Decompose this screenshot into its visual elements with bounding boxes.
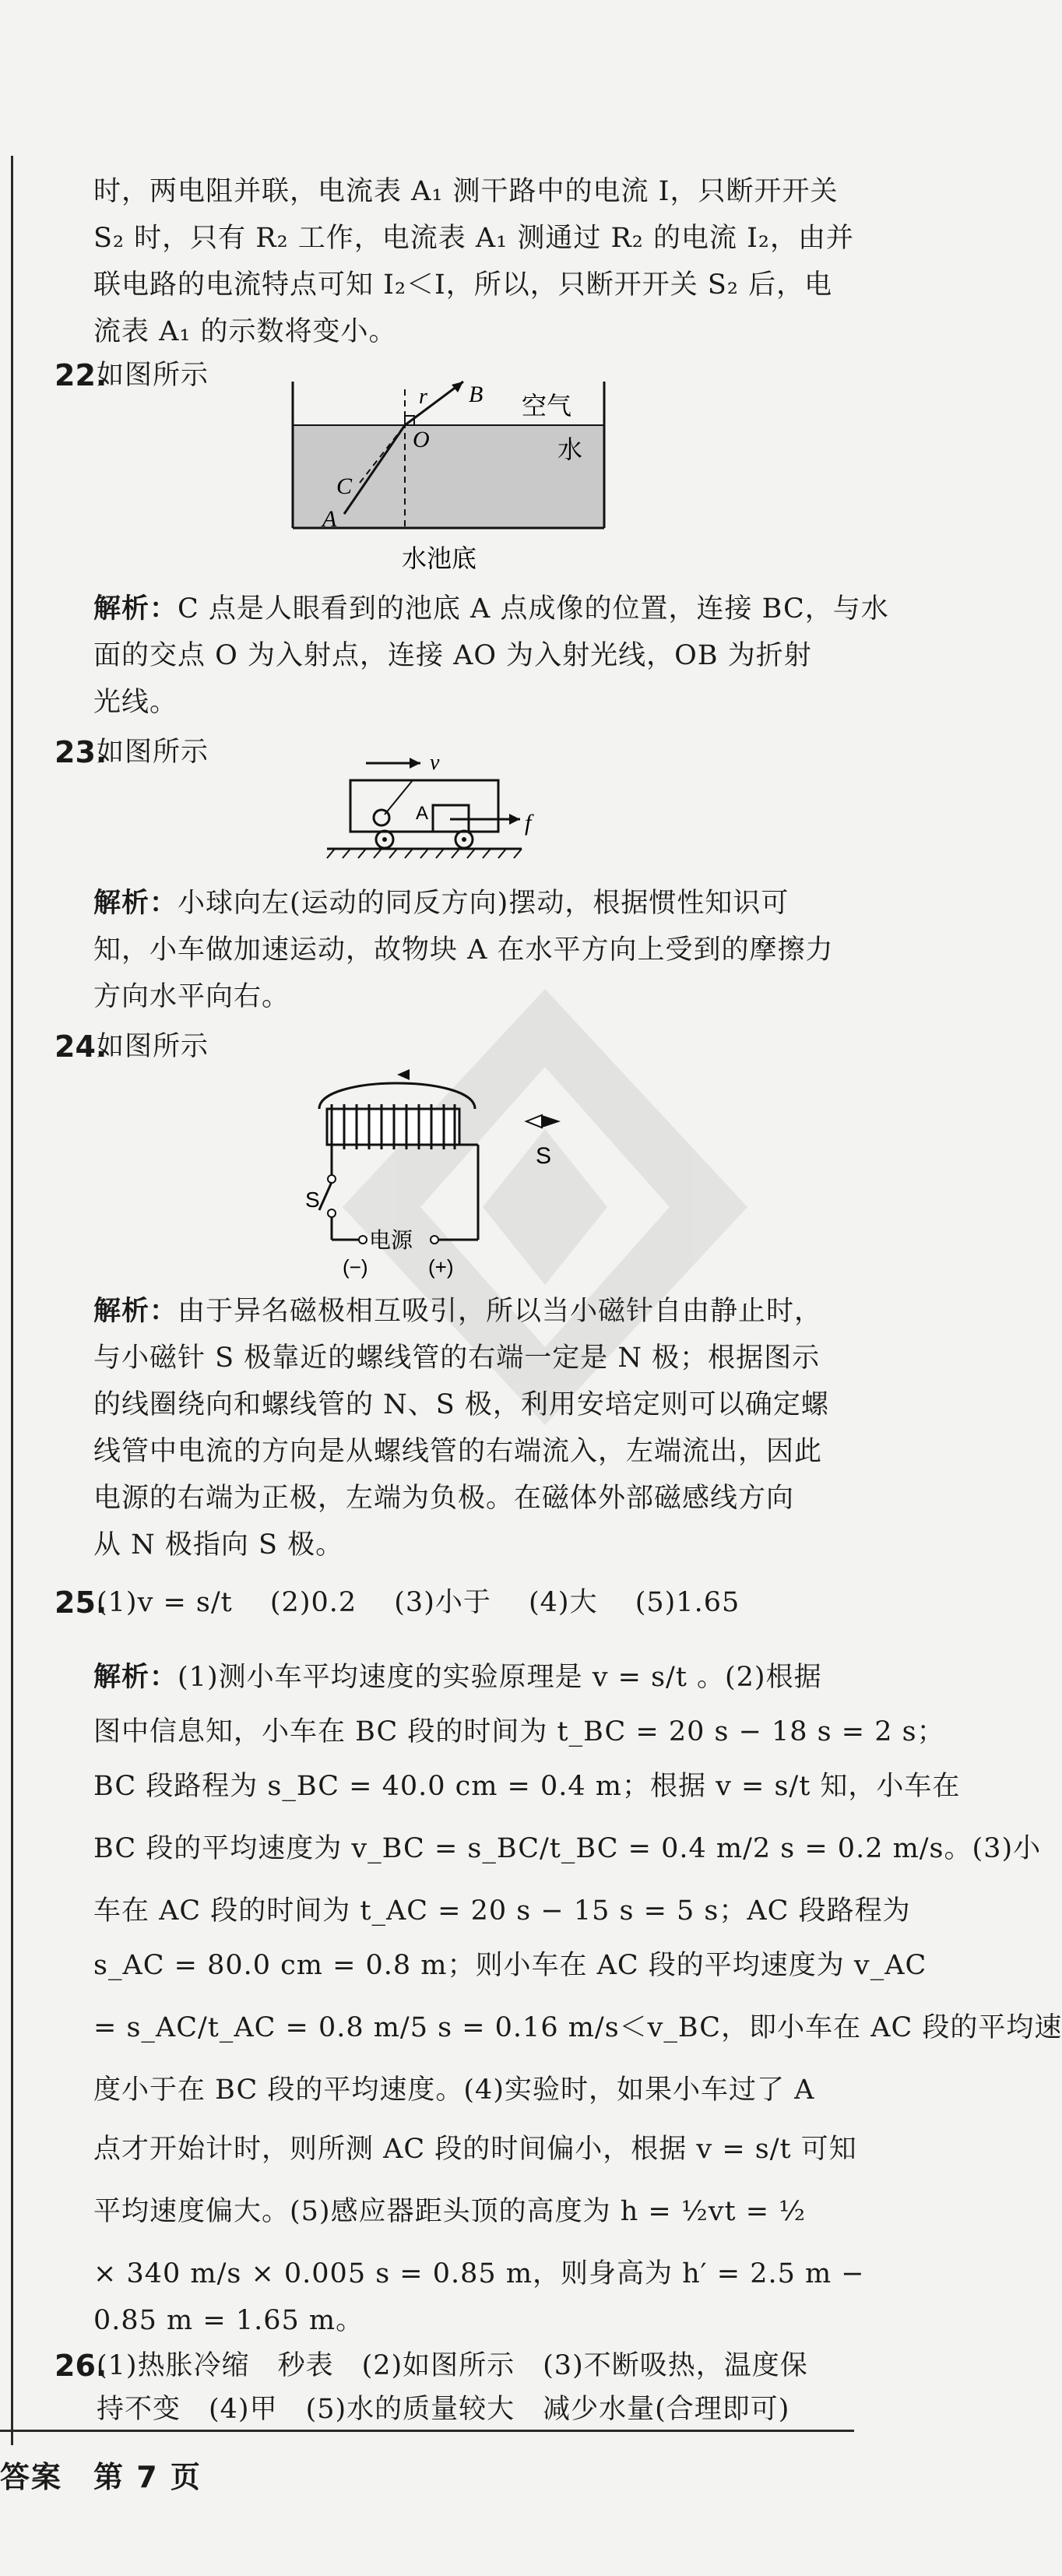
q24-label-source: 电源 <box>369 1228 413 1252</box>
q23-label-A: A <box>416 803 429 824</box>
footer-rule <box>0 2430 854 2432</box>
q22-label-r: r <box>419 385 427 409</box>
q24-analysis-text-1: 由于异名磁极相互吸引，所以当小磁针自由静止时， <box>178 1296 823 1327</box>
q25-analysis-line-8: 度小于在 BC 段的平均速度。(4)实验时，如果小车过了 A <box>93 2075 815 2106</box>
q22-analysis-line-1 <box>93 586 889 632</box>
q22-label-air: 空气 <box>522 392 572 420</box>
q21-line-4: 流表 A₁ 的示数将变小。 <box>93 316 397 347</box>
page-footer: 答案 第 7 页 <box>0 2460 202 2494</box>
q24-label-needle-s: S <box>536 1143 552 1169</box>
q26-line-1: (1)热胀冷缩 秒表 (2)如图所示 (3)不断吸热，温度保 <box>97 2350 808 2381</box>
q23-analysis-label: 解析： <box>93 888 178 919</box>
q22-label-C: C <box>336 473 353 499</box>
q24-analysis-line-2: 与小磁针 S 极靠近的螺线管的右端一定是 N 极；根据图示 <box>93 1343 821 1374</box>
q25-analysis-line-3: BC 段路程为 s_BC = 40.0 cm = 0.4 m；根据 v = s/t 知，小车在 <box>93 1771 961 1802</box>
q25-analysis-line-7: = s_AC/t_AC = 0.8 m/5 s = 0.16 m/s＜v_BC，即小车在 AC 段的平均速 <box>93 2012 1062 2043</box>
q25-answer-3: (3)小于 <box>394 1587 491 1618</box>
q22-label-bottom: 水池底 <box>402 544 477 572</box>
q22-analysis-label: 解析： <box>93 593 178 625</box>
q24-analysis-line-1 <box>93 1288 822 1335</box>
q23-analysis-line-2: 知，小车做加速运动，故物块 A 在水平方向上受到的摩擦力 <box>93 934 834 966</box>
q25-answer-1: (1)v = s/t <box>97 1587 233 1618</box>
q22-label-water: 水 <box>557 435 583 463</box>
q24-number: 24. <box>55 1029 107 1064</box>
q24-title: 如图所示 <box>97 1031 209 1062</box>
q24-analysis-line-5: 电源的右端为正极，左端为负极。在磁体外部磁感线方向 <box>93 1483 795 1514</box>
left-margin-rule <box>11 156 13 2445</box>
q22-number: 22. <box>55 358 107 392</box>
q22-title: 如图所示 <box>97 360 209 391</box>
q23-label-f: f <box>525 810 532 836</box>
q24-label-neg: (−) <box>343 1255 368 1279</box>
q24-analysis-label: 解析： <box>93 1296 178 1327</box>
q22-analysis-line-2: 面的交点 O 为入射点，连接 AO 为入射光线，OB 为折射 <box>93 640 812 671</box>
q24-label-switch-s: S <box>305 1188 320 1212</box>
q23-title: 如图所示 <box>97 737 209 768</box>
q25-analysis-line-2: 图中信息知，小车在 BC 段的时间为 t_BC = 20 s − 18 s = 2 s； <box>93 1716 945 1747</box>
q24-label-pos: (+) <box>428 1255 454 1279</box>
q22-label-O: O <box>413 427 430 452</box>
q22-refraction-figure <box>288 374 615 576</box>
q25-analysis-line-5: 车在 AC 段的时间为 t_AC = 20 s − 15 s = 5 s；AC 段路程为 <box>93 1895 911 1927</box>
q25-analysis-line-1 <box>93 1654 822 1701</box>
q24-analysis-line-4: 线管中电流的方向是从螺线管的右端流入，左端流出，因此 <box>93 1436 823 1467</box>
q25-analysis-text-1: (1)测小车平均速度的实验原理是 v = s/t 。(2)根据 <box>178 1662 822 1693</box>
q25-answer-4: (4)大 <box>529 1587 598 1618</box>
q25-number: 25. <box>55 1585 107 1620</box>
q25-analysis-line-10: 平均速度偏大。(5)感应器距头顶的高度为 h = ½vt = ½ <box>93 2196 807 2227</box>
q24-analysis-line-3: 的线圈绕向和螺线管的 N、S 极，利用安培定则可以确定螺 <box>93 1389 829 1420</box>
q21-line-2: S₂ 时，只有 R₂ 工作，电流表 A₁ 测通过 R₂ 的电流 I₂，由并 <box>93 223 854 254</box>
q22-analysis-text-1: C 点是人眼看到的池底 A 点成像的位置，连接 BC，与水 <box>178 593 889 625</box>
q25-analysis-line-12: 0.85 m = 1.65 m。 <box>93 2305 364 2336</box>
q24-solenoid-figure <box>288 1059 615 1277</box>
q23-label-v: v <box>430 751 440 775</box>
q25-analysis-line-11: × 340 m/s × 0.005 s = 0.85 m，则身高为 h′ = 2.5 m − <box>93 2258 865 2289</box>
q25-analysis-label: 解析： <box>93 1662 178 1693</box>
q25-analysis-line-9: 点才开始计时，则所测 AC 段的时间偏小，根据 v = s/t 可知 <box>93 2134 857 2165</box>
q24-analysis-line-6: 从 N 极指向 S 极。 <box>93 1529 344 1561</box>
q22-analysis-line-3: 光线。 <box>93 687 178 718</box>
q25-answer-5: (5)1.65 <box>635 1587 740 1618</box>
q23-cart-figure <box>319 748 568 864</box>
q23-analysis-text-1: 小球向左(运动的同反方向)摆动，根据惯性知识可 <box>178 888 789 919</box>
q25-answer-2: (2)0.2 <box>269 1587 357 1618</box>
q22-label-A: A <box>322 506 337 532</box>
q26-number: 26. <box>55 2349 107 2383</box>
q22-label-B: B <box>469 382 484 407</box>
q23-number: 23. <box>55 735 107 769</box>
q25-answers <box>97 1579 740 1626</box>
q21-line-3: 联电路的电流特点可知 I₂＜I，所以，只断开开关 S₂ 后，电 <box>93 269 833 301</box>
q25-analysis-line-4: BC 段的平均速度为 v_BC = s_BC/t_BC = 0.4 m/2 s = 0.2 m/s。(3)小 <box>93 1833 1042 1864</box>
q25-analysis-line-6: s_AC = 80.0 cm = 0.8 m；则小车在 AC 段的平均速度为 v_AC <box>93 1950 927 1981</box>
q26-line-2: 持不变 (4)甲 (5)水的质量较大 减少水量(合理即可) <box>97 2394 790 2425</box>
q21-line-1: 时，两电阻并联，电流表 A₁ 测干路中的电流 I，只断开开关 <box>93 176 839 207</box>
q23-analysis-line-3: 方向水平向右。 <box>93 981 290 1012</box>
q23-analysis-line-1 <box>93 880 789 927</box>
